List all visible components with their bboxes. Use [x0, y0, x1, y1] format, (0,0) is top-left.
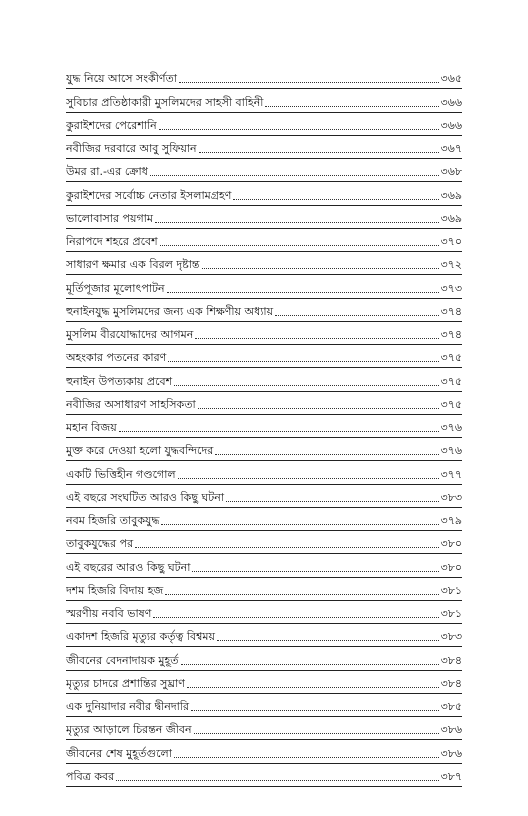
dot-leader	[215, 454, 438, 455]
dot-leader	[167, 292, 439, 293]
toc-entry-title: এই বছরের আরও কিছু ঘটনা	[66, 561, 190, 577]
toc-entry	[66, 182, 462, 205]
toc-entry	[66, 461, 462, 484]
toc-entry-page-number: ৩৮০	[440, 560, 462, 574]
toc-entry	[66, 717, 462, 740]
toc-entry-page-number: ৩৬৯	[440, 211, 462, 225]
dot-leader	[226, 501, 438, 502]
toc-entry-title: সাধারণ ক্ষমার এক বিরল দৃষ্টান্ত	[66, 258, 200, 274]
dot-leader	[202, 268, 439, 269]
toc-entry	[66, 485, 462, 508]
toc-entry-page-number: ৩৮৪	[440, 653, 462, 667]
toc-entry-title: ভালোবাসার পয়গাম	[66, 212, 153, 228]
toc-entry-title: একটি ভিত্তিহীন গণ্ডগোল	[66, 468, 176, 484]
toc-entry-page-number: ৩৮৪	[440, 676, 462, 690]
toc-entry-title: নবীজির দরবারে আবু সুফিয়ান	[66, 142, 197, 158]
toc-entry-title: কুরাইশদের সর্বোচ্চ নেতার ইসলামগ্রহণ	[66, 189, 231, 205]
dot-leader	[275, 315, 438, 316]
toc-entry	[66, 554, 462, 577]
toc-entry	[66, 578, 462, 601]
toc-entry-page-number: ৩৬৫	[440, 72, 462, 86]
toc-entry-page-number: ৩৭৩	[440, 281, 462, 295]
dot-leader	[199, 152, 439, 153]
toc-entry-page-number: ৩৭৭	[440, 467, 462, 481]
toc-entry	[66, 159, 462, 182]
toc-entry-page-number: ৩৭৬	[440, 444, 462, 458]
dot-leader	[198, 408, 439, 409]
dot-leader	[153, 617, 438, 618]
toc-entry-title: উমর রা.-এর ক্রোধ	[66, 165, 148, 181]
toc-entry-title: সুবিচার প্রতিষ্ঠাকারী মুসলিমদের সাহসী বাহিনী	[66, 96, 263, 112]
toc-entry-title: হুনাইন উপত্যকায় প্রবেশ	[66, 375, 172, 391]
dot-leader	[119, 431, 439, 432]
dot-leader	[174, 385, 438, 386]
toc-entry-page-number: ৩৭৫	[440, 351, 462, 365]
toc-entry-title: নিরাপদে শহরে প্রবেশ	[66, 235, 158, 251]
dot-leader	[181, 664, 439, 665]
dot-leader	[191, 710, 439, 711]
toc-entry-title: তাবুকযুদ্ধের পর	[66, 537, 133, 553]
toc-entry	[66, 252, 462, 275]
toc-entry-page-number: ৩৮০	[440, 537, 462, 551]
toc-entry	[66, 392, 462, 415]
toc-entry-title: মুক্ত করে দেওয়া হলো যুদ্ধবন্দিদের	[66, 444, 213, 460]
toc-entry-page-number: ৩৭৯	[440, 514, 462, 527]
toc-entry-title: এই বছরে সংঘটিত আরও কিছু ঘটনা	[66, 491, 224, 507]
toc-entry-page-number: ৩৮৩	[440, 490, 462, 504]
toc-entry	[66, 275, 462, 298]
toc-entry-page-number: ৩৭০	[440, 235, 462, 248]
toc-entry	[66, 508, 462, 531]
toc-entry	[66, 764, 462, 787]
toc-entry	[66, 531, 462, 554]
toc-entry	[66, 647, 462, 670]
toc-entry	[66, 89, 462, 112]
dot-leader	[233, 199, 438, 200]
toc-entry-page-number: ৩৮৬	[440, 746, 462, 760]
toc-entry-title: যুদ্ধ নিয়ে আসে সংকীর্ণতা	[66, 72, 177, 88]
toc-entry	[66, 136, 462, 159]
toc-entry-title: হুনাইনযুদ্ধ মুসলিমদের জন্য এক শিক্ষণীয় অধ্যায়	[66, 305, 273, 321]
toc-entry	[66, 601, 462, 624]
table-of-contents	[66, 66, 462, 787]
dot-leader	[265, 106, 438, 107]
dot-leader	[194, 733, 439, 734]
dot-leader	[217, 640, 439, 641]
toc-entry-page-number: ৩৮১	[440, 583, 462, 597]
toc-entry-page-number: ৩৬৯	[440, 188, 462, 202]
toc-entry	[66, 624, 462, 647]
toc-entry	[66, 345, 462, 368]
toc-entry-page-number: ৩৭৫	[440, 397, 462, 411]
dot-leader	[192, 571, 438, 572]
toc-entry-page-number: ৩৮৭	[440, 769, 462, 783]
toc-entry-page-number: ৩৮১	[440, 607, 462, 620]
dot-leader	[165, 594, 438, 595]
toc-entry-page-number: ৩৭৪	[440, 328, 462, 341]
toc-entry-title: দশম হিজরি বিদায় হজ	[66, 584, 163, 600]
toc-entry-title: জীবনের বেদনাদায়ক মুহূর্ত	[66, 654, 179, 670]
toc-entry-title: কুরাইশদের পেরেশানি	[66, 119, 157, 135]
toc-entry-page-number: ৩৭৫	[440, 374, 462, 388]
toc-entry-page-number: ৩৬৭	[440, 142, 462, 155]
dot-leader	[135, 547, 438, 548]
dot-leader	[174, 757, 439, 758]
toc-entry-title: এক দুনিয়াদার নবীর দ্বীনদারি	[66, 700, 189, 716]
toc-entry	[66, 229, 462, 252]
dot-leader	[150, 175, 439, 176]
toc-entry	[66, 66, 462, 89]
toc-entry	[66, 368, 462, 391]
toc-entry-title: জীবনের শেষ মুহূর্তগুলো	[66, 747, 172, 763]
dot-leader	[116, 780, 438, 781]
dot-leader	[187, 687, 439, 688]
toc-entry	[66, 299, 462, 322]
toc-entry-title: স্মরণীয় নববি ভাষণ	[66, 607, 151, 623]
toc-entry-title: মুসলিম বীরযোদ্ধাদের আগমন	[66, 328, 193, 344]
toc-entry-page-number: ৩৭৬	[440, 421, 462, 434]
toc-entry-page-number: ৩৬৬	[440, 95, 462, 109]
toc-entry-title: একাদশ হিজরি মৃত্যুর কর্তৃত্ব বিশ্বময়	[66, 630, 215, 646]
dot-leader	[168, 361, 438, 362]
dot-leader	[178, 478, 439, 479]
toc-entry-page-number: ৩৮৩	[440, 630, 462, 644]
toc-entry-page-number: ৩৭২	[440, 258, 462, 272]
toc-entry-page-number: ৩৮৫	[440, 700, 462, 713]
toc-entry	[66, 438, 462, 461]
toc-entry	[66, 740, 462, 763]
toc-entry	[66, 322, 462, 345]
toc-entry-title: পবিত্র কবর	[66, 770, 114, 786]
toc-entry-title: অহংকার পতনের কারণ	[66, 351, 166, 367]
toc-entry	[66, 694, 462, 717]
dot-leader	[160, 245, 439, 246]
dot-leader	[161, 524, 438, 525]
toc-entry	[66, 415, 462, 438]
dot-leader	[155, 222, 439, 223]
toc-entry	[66, 671, 462, 694]
dot-leader	[195, 338, 438, 339]
toc-entry-page-number: ৩৬৬	[440, 118, 462, 132]
toc-entry	[66, 113, 462, 136]
dot-leader	[159, 129, 439, 130]
toc-entry-title: মৃত্যুর চাদরে প্রশান্তির সুঘ্রাণ	[66, 677, 185, 693]
toc-entry-page-number: ৩৬৮	[440, 165, 462, 179]
toc-entry-page-number: ৩৮৬	[440, 723, 462, 737]
toc-entry-title: নবম হিজরি তাবুকযুদ্ধ	[66, 514, 159, 530]
toc-entry-page-number: ৩৭৪	[440, 304, 462, 318]
dot-leader	[179, 82, 439, 83]
toc-entry-title: মহান বিজয়	[66, 421, 117, 437]
toc-entry	[66, 206, 462, 229]
toc-entry-title: নবীজির অসাধারণ সাহসিকতা	[66, 398, 196, 414]
toc-entry-title: মৃত্যুর আড়ালে চিরন্তন জীবন	[66, 723, 192, 739]
toc-entry-title: মূর্তিপূজার মূলোৎপাটন	[66, 282, 165, 298]
